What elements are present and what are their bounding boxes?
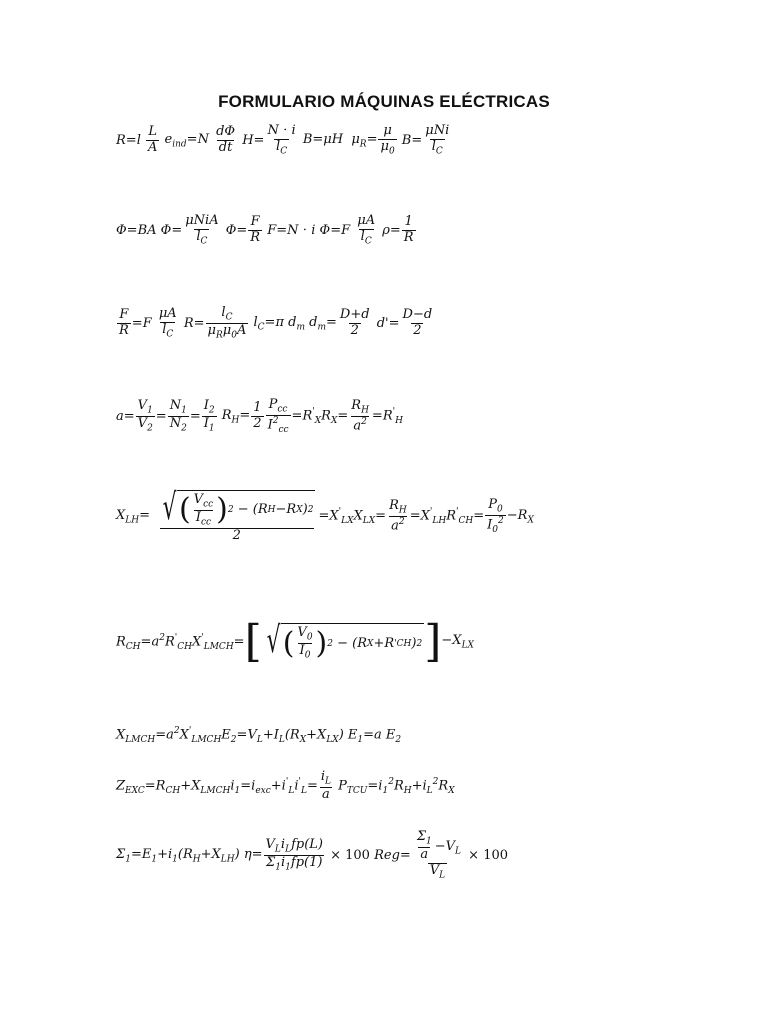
formula-line-3: $\frac{F}{R}$ =F μA $l_C$ R= $l_C$ $\mu_R\mu_0A$ $l_C=\pi$ $d_m$ $d_m=$ $\frac{D+d}{2}$ d'= $\frac{D-d}{2}$ <box>119 305 433 341</box>
formula-line-7: $X_{LMCH}=a^2X'_{LMCH}E_2=V_L+I_L(R_X+X_{LX})$ $E_1=a$ $E_2$ <box>116 726 402 745</box>
formula-line-8: $Z_{EXC}=R_{CH}+X_{LMCH}i_1=i_{exc}+i'_Li'_L=$ $\frac{i_L}{a}$ $P_{TCU}=i_1^2R_H+i_L^2R_X$ <box>116 769 455 802</box>
page-title: FORMULARIO MÁQUINAS ELÉCTRICAS <box>218 92 550 111</box>
formula-line-2: Φ=BA Φ= μNiA $l_C$ Φ= $\frac{F}{R}$ F=N ⋅ i Φ=F μA $l_C$ ρ= $\frac{1}{R}$ <box>116 213 414 247</box>
formula-line-9: $\Sigma_1=E_1+i_1(R_H+X_{LH})$ η= $V_Li_Lfp(L)$ $\Sigma_1i_1fp(1)$ × 100 Reg= $\frac{\Sigma_1}{a}$ $-V_L$ $V_L$ × 100 <box>116 829 509 881</box>
formula-line-4: a= $\frac{V_1}{V_2}$ = $\frac{N_1}{N_2}$ = $\frac{I_2}{I_1}$ $R_H=$ $\frac{1}{2}$ $P_{cc}$ $I^2_{cc}$ $=R'_XR_X=$ $\frac{R_H}{a^2}$ $=R'_H$ <box>116 397 403 435</box>
formula-line-6: $R_{CH}=a^2R'_{CH}X'_{LMCH}=$ [ √ ( $V_0$ $I_0$ ) 2 − (R X + R ' CH ) 2 ] $-X_{LX}$ <box>116 616 474 667</box>
formula-line-5: $X_{LH}=$ √ ( $V_{cc}$ $I_{cc}$ ) 2 − (R H − R X ) 2 2 $=X'_{LX}X_{LX}=$ $\frac{R_H}{a^2}$ $=X'_{LH}R'_{CH}=$ $\frac{P_0}{I_0^2}$ $-R_X$ <box>116 487 534 543</box>
formula-line-1: R=l L A $e_{ind}=N$ dΦ dt H= $\frac{N \cdot i}{l_C}$ B=μH $\mu_R=$ $\frac{\mu}{\mu_0}$ B= μNi $l_C$ <box>116 123 450 157</box>
